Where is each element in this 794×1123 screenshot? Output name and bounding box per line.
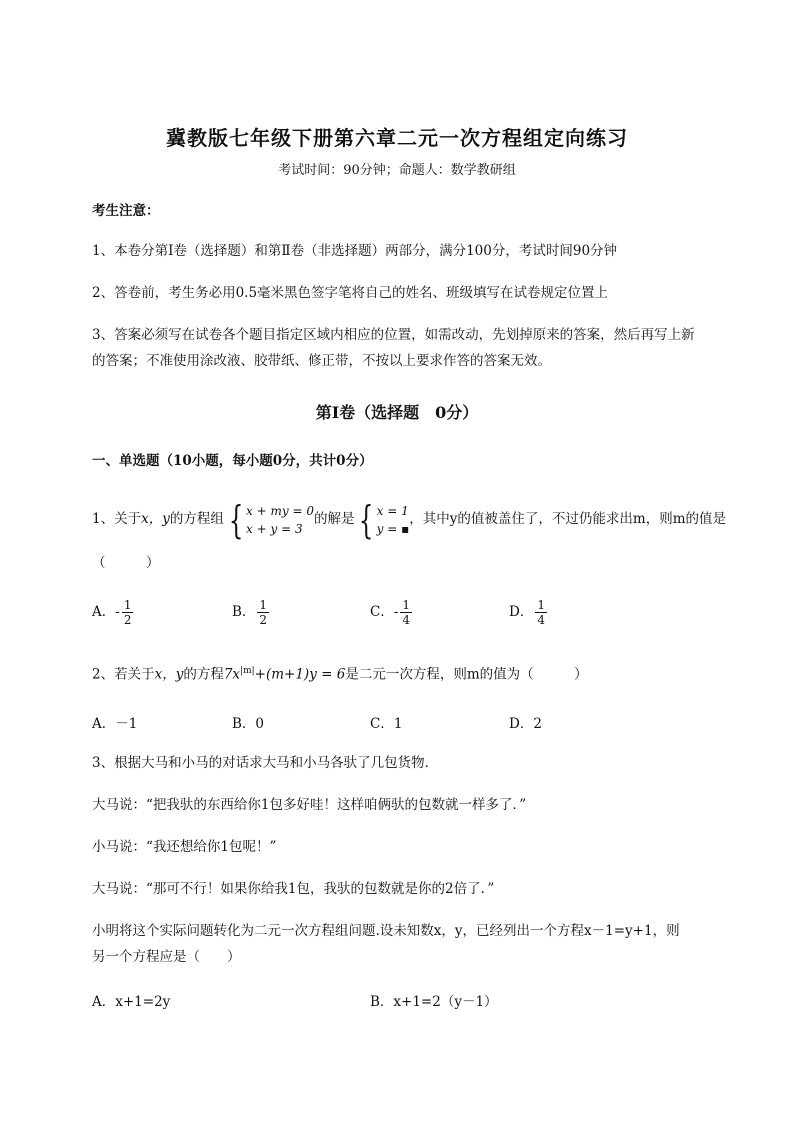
question-3-text: 另一个方程应是（ ） — [92, 949, 241, 965]
notice-item: 1、本卷分第Ⅰ卷（选择题）和第Ⅱ卷（非选择题）两部分，满分100分，考试时间90分钟 — [92, 243, 618, 259]
question-3: 3、根据大马和小马的对话求大马和小马各驮了几包货物． — [92, 755, 439, 771]
q1-option-b[interactable]: B． $\frac{1}{2}$ — [232, 598, 268, 627]
q1-option-d[interactable]: D． $\frac{1}{4}$ — [509, 598, 545, 627]
q2-option-b[interactable]: B．0 — [232, 716, 265, 732]
equation-system: x + my = 0 x + y = 3 — [246, 503, 314, 536]
part-heading: 一、单选题（10小题，每小题0分，共计0分） — [92, 453, 373, 469]
dialogue-line: 大马说：“那可不行！如果你给我1包，我驮的包数就是你的2倍了．” — [92, 881, 495, 897]
brace-symbol: { — [228, 497, 244, 542]
q3-option-b[interactable]: B．x+1=2（y－1） — [370, 994, 498, 1010]
answer-paren: （ ） — [92, 555, 160, 571]
dialogue-line: 大马说：“把我驮的东西给你1包多好哇！这样咱俩驮的包数就一样多了．” — [92, 797, 527, 813]
notice-item: 的答案；不准使用涂改液、胶带纸、修正带，不按以上要求作答的答案无效。 — [92, 353, 551, 369]
section-title: 第Ⅰ卷（选择题 0分） — [315, 403, 479, 422]
brace-symbol: { — [359, 497, 374, 542]
notice-item: 3、答案必须写在试卷各个题目指定区域内相应的位置，如需改动，先划掉原来的答案，然后再写上新 — [92, 327, 695, 343]
q3-option-a[interactable]: A．x+1=2y — [92, 994, 171, 1010]
question-1: 1、关于x，y的方程组 { x + my = 0 x + y = 3 的解是 { x = 1 y = ▪ ，其中y的值被盖住了，不过仍能求出m，则m的值是 — [92, 497, 726, 542]
q2-option-a[interactable]: A．－1 — [92, 716, 138, 732]
q2-option-d[interactable]: D．2 — [509, 716, 542, 732]
q1-option-c[interactable]: C．- $\frac{1}{4}$ — [370, 598, 411, 627]
notice-item: 2、答卷前，考生务必用0.5毫米黑色签字笔将自己的姓名、班级填写在试卷规定位置上 — [92, 285, 609, 301]
notice-heading: 考生注意： — [92, 203, 160, 219]
fraction: $\frac{1}{2}$ — [259, 598, 268, 627]
fraction: $\frac{1}{2}$ — [123, 598, 132, 627]
q1-option-a[interactable]: A．- $\frac{1}{2}$ — [92, 598, 132, 627]
fraction: $\frac{1}{4}$ — [402, 598, 411, 627]
question-3-text: 小明将这个实际问题转化为二元一次方程组问题.设未知数x，y，已经列出一个方程x－1=y+1，则 — [92, 923, 680, 939]
question-2: 2、若关于x，y的方程$7x^{|m|}+(m+1)y = 6$是二元一次方程，则m的值为（ ） — [92, 666, 588, 683]
q2-option-c[interactable]: C．1 — [370, 716, 403, 732]
fraction: $\frac{1}{4}$ — [537, 598, 545, 627]
dialogue-line: 小马说：“我还想给你1包呢！” — [92, 839, 277, 855]
page-title: 冀教版七年级下册第六章二元一次方程组定向练习 — [166, 126, 628, 150]
solution-system: x = 1 y = ▪ — [376, 503, 410, 536]
exam-info: 考试时间：90分钟；命题人：数学教研组 — [278, 163, 516, 178]
